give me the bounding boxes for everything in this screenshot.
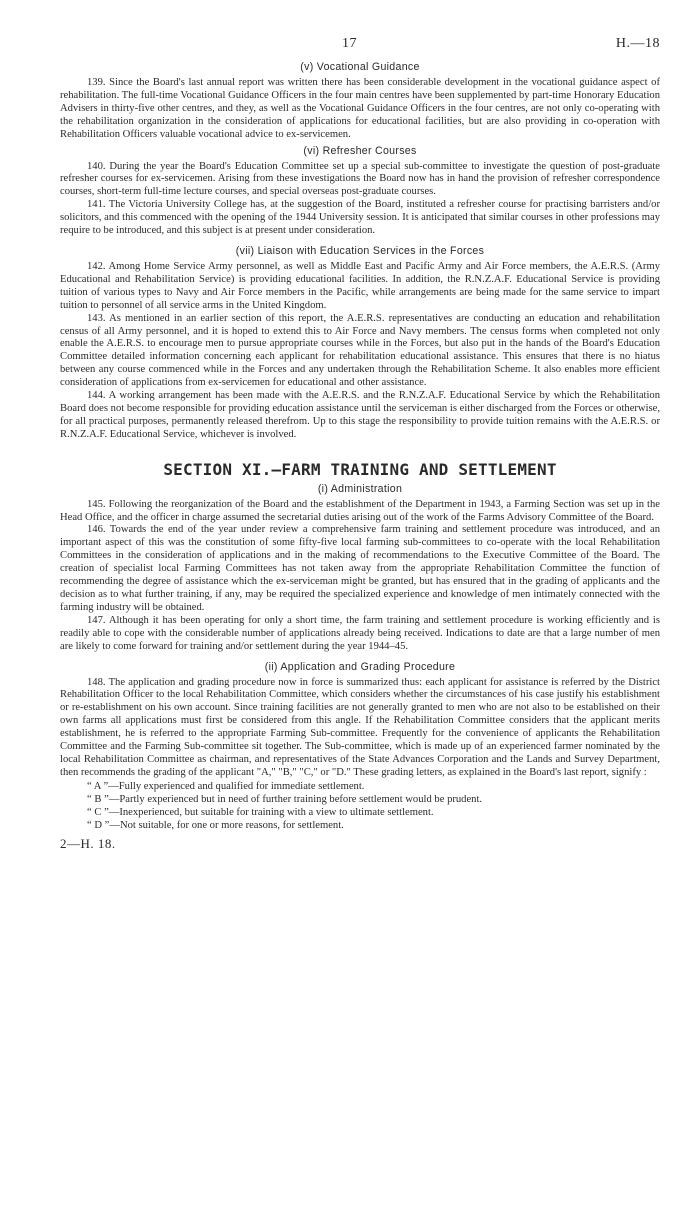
heading-liaison: (vii) Liaison with Education Services in the Forces bbox=[235, 244, 485, 257]
paragraph-147: 147. Although it has been operating for only a short time, the farm training and settlement procedure is working efficiently and is readily able to cope with the considerable number of applications already being received. Indications to date are that a large number of men are likely to come forward for training and/or settlement during the year 1944–45. bbox=[60, 614, 660, 652]
paragraph-146: 146. Towards the end of the year under review a comprehensive farm training and settlement procedure was introduced, and an important aspect of this was the constitution of some fifty-five local farming sub-committees to co-operate with the local Rehabilitation Committees in the consideration of applications and in the making of recommendations to the Executive Committee of the Board. The creation of specialist local Farming Committees has not taken away from the appropriate Rehabilitation Committee the function of recommending the degree of assistance which the ex-serviceman might be granted, but has ensured that in the grading of applicants and the decision as to what further training, if any, may be required the specialized experience and knowledge of men intimately connected with the farming industry will be obtained. bbox=[60, 524, 660, 613]
page-header bbox=[60, 34, 660, 58]
grade-d: “ D ”—Not suitable, for one or more reasons, for settlement. bbox=[87, 819, 344, 831]
heading-application-grading: (ii) Application and Grading Procedure bbox=[264, 660, 456, 673]
paragraph-142: 142. Among Home Service Army personnel, as well as Middle East and Pacific Army and Air Force members, the A.E.R.S. (Army Educational and Rehabilitation Service) is providing educational facilities. In addition, the R.N.Z.A.F. Educational Service is providing tuition of various types to Navy and Air Force members in the Pacific, while arrangements are being made for the same service to impart tuition to personnel of all service arms in the United Kingdom. bbox=[60, 260, 660, 311]
paragraph-144: 144. A working arrangement has been made with the A.E.R.S. and the R.N.Z.A.F. Educational Service by which the Rehabilitation Board does not become responsible for providing education assistance until the serviceman is either discharged from the Forces or otherwise, for all practical purposes, permanently released therefrom. Up to this stage the responsibility to provide tuition remains with the A.E.R.S. or R.N.Z.A.F. Educational Service, whichever is involved. bbox=[60, 390, 660, 440]
grade-c: “ C ”—Inexperienced, but suitable for training with a view to ultimate settlement. bbox=[87, 806, 434, 818]
section-heading: SECTION XI.—FARM TRAINING AND SETTLEMENT bbox=[163, 459, 557, 479]
grade-a: “ A ”—Fully experienced and qualified for immediate settlement. bbox=[87, 780, 365, 792]
paragraph-148: 148. The application and grading procedure now in force is summarized thus: each applicant for assistance is referred by the District Rehabilitation Officer to the local Rehabilitation Committee, which considers whether the circumstances of his case justify his establishment or re-establishment on his own account. Since training facilities are not generally granted to men who are not also to be established on their own farms all applications must first be considered from this angle. If the Rehabilitation Committee considers that the applicant merits establishment, he is referred to the appropriate Farming Sub-committee. Frequently for the convenience of applicants the Rehabilitation Committee and the Farming Sub-committee sit together. The Sub-committee, which is made up of an experienced farmer nominated by the local Rehabilitation Committee as chairman, and representatives of the State Advances Corporation and the Lands and Survey Department, then recommends the grading of the applicant "A," "B," "C," or "D." These grading letters, as explained in the Board's last report, signify : bbox=[60, 676, 660, 778]
paragraph-145: 145. Following the reorganization of the Board and the establishment of the Department in 1943, a Farming Section was set up in the Head Office, and the officer in charge assumed the secretarial duties arising out of the work of the Farms Advisory Committee of the Board. bbox=[60, 498, 660, 523]
paragraph-141: 141. The Victoria University College has, at the suggestion of the Board, instituted a refresher course for practising barristers and/or solicitors, and this commenced with the opening of the 1944 University session. It is anticipated that similar courses in other professions may require to be introduced, and this subject is at present under consideration. bbox=[60, 199, 660, 237]
paragraph-143: 143. As mentioned in an earlier section of this report, the A.E.R.S. representatives are conducting an education and rehabilitation census of all Army personnel, and it is hoped to extend this to Air Force and Navy members. The census forms when completed not only enable the A.E.R.S. to encourage men to pursue appropriate courses while in the Forces, but also put in the hands of the Board's Education Committee detailed information concerning each applicant for rehabilitation educational assistance. This ensures that there is no hiatus between any course commenced while in the Forces and any undertaken through the Rehabilitation Scheme. It also enables more efficient consideration of applications from ex-servicemen for educational and other assistance. bbox=[60, 312, 660, 389]
grade-b: “ B ”—Partly experienced but in need of further training before settlement would be prudent. bbox=[87, 793, 483, 805]
paragraph-139: 139. Since the Board's last annual report was written there has been considerable development in the vocational guidance aspect of rehabilitation. The full-time Vocational Guidance Officers in the four main centres have been supplemented by part-time Honorary Education Advisers in thirty-five other centres, and they, as well as the Vocational Guidance Officers in the four centres, are not only co-operating with the rehabilitation organization in the consideration of applications for educational facilities, but are also providing in co-operation with Rehabilitation Officers valuable vocational advice to ex-servicemen. bbox=[60, 77, 660, 140]
heading-vocational-guidance: (v) Vocational Guidance bbox=[300, 61, 420, 73]
heading-refresher-courses: (vi) Refresher Courses bbox=[303, 144, 417, 157]
grade-list bbox=[87, 781, 660, 833]
document-reference: H.—18 bbox=[615, 36, 660, 51]
signature-mark: 2—H. 18. bbox=[60, 836, 116, 852]
page-number: 17 bbox=[342, 36, 357, 51]
heading-administration: (i) Administration bbox=[317, 482, 403, 495]
paragraph-140: 140. During the year the Board's Education Committee set up a special sub-committee to investigate the question of post-graduate refresher courses for ex-servicemen. Arising from these investigations the Board now has in hand the provision of refresher correspondence courses, short-term full-time lecture courses, and special overseas post-graduate courses. bbox=[60, 160, 660, 198]
